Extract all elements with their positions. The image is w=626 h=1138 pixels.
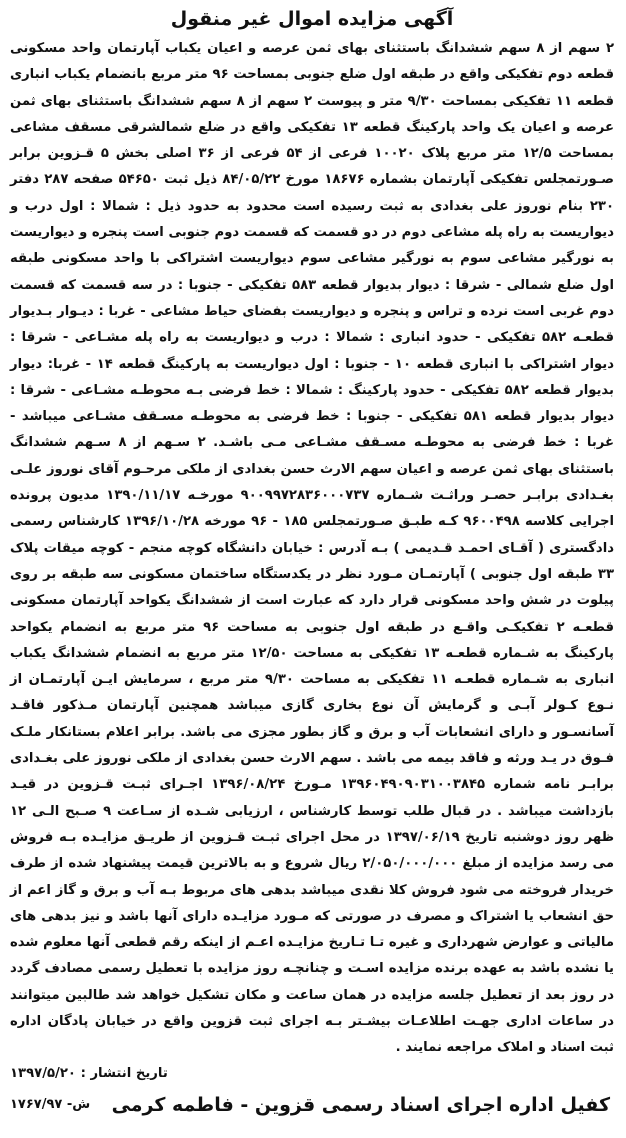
notice-footer [10,1088,610,1122]
auction-notice [6,4,618,1132]
publish-date: تاریخ انتشار : ۱۳۹۷/۵/۲۰ [10,1065,168,1081]
notice-title: آگهی مزایده اموال غیر منقول [170,8,454,30]
signature-line: کفیل اداره اجرای اسناد رسمی قزوین - فاطمه کرمی [111,1093,610,1116]
notice-body: ۲ سهم از ۸ سهم ششدانگ باستثنای بهای ثمن عرصه و اعیان یکباب آپارتمان واحد مسکونی قطعه دوم تفکیکی واقع در طبقه اول ضلع جنوبی بمساحت ۹۶ متر مربع بانضمام یکباب انباری قطعه ۱۱ تفکیکی بمساحت ۹/۳۰ متر و پیوست ۲ سهم از ۸ سهم ششدانگ باستثنای بهای ثمن عرصه و اعیان یک واحد پارکینگ قطعه ۱۳ تفکیکی واقع در ضلع شمالشرقی مسقف مشاعی بمساحت ۱۲/۵ متر مربع پلاک ۱۰۰۲۰ فرعی از ۵۴ فرعی از ۳۶ اصلی بخش ۵ قـزوین برابر صـورتمجلس تفکیکی آپارتمان بشماره ۱۸۶۷۶ مورخ ۸۴/۰۵/۲۲ ذیل ثبت ۵۴۶۵۰ صفحه ۲۸۷ دفتر ۲۳۰ بنام نوروز علی بغدادی به ثبت رسیده است محدود به حدود ذیل : شمالا : اول درب و دیواریست به راه پله مشاعی دوم در دو قسمت که قسمت دوم جنوبی است پنجره و دیواریست به نورگیر مشاعی سوم به نورگیر مشاعی سوم دیواریست اشتراکی با واحد مسکونی طبقه اول ضلع شمالی - شرقا : دیوار بدیوار قطعه ۵۸۳ تفکیکی - جنوبا : در سه قسمت که قسمت دوم غربی است نرده و تراس و پنجره و دیواریست بفضای حیاط مشاعی - غربا : دیـوار بـدیوار قطعـه ۵۸۲ تفکیکی - حدود انباری : شمالا : درب و دیواریست به راه پله مشـاعی - شرقا : دیوار اشتراکی با انباری قطعه ۱۰ - جنوبا : اول دیواریست به پارکینگ قطعه ۱۴ - غربا: دیوار بدیوار قطعه ۵۸۲ تفکیکی - حدود پارکینگ : شمالا : خط فرضی بـه محوطـه مشـاعی - شرقا : دیوار بدیوار قطعه ۵۸۱ تفکیکی - جنوبا : خط فرضی به محوطـه مسـقف مشـاعی میباشد - غربا : خط فرضی به محوطـه مسـقف مشـاعی مـی باشـد. ۲ سـهم از ۸ سـهم ششدانگ باستثنای بهای ثمن عرصه و اعیان سهم الارث حسن بغدادی از ملکی مرحـوم آقای نوروز علـی بغـدادی برابـر حصـر وراثـت شـماره ۹۰۰۹۹۷۲۸۳۶۰۰۰۷۳۷ مورخـه ۱۳۹۰/۱۱/۱۷ مدیون پرونده اجرایی کلاسه ۹۶۰۰۴۹۸ کـه طبـق صـورتمجلس ۱۸۵ - ۹۶ مورخه ۱۳۹۶/۱۰/۲۸ کارشناس رسمی دادگستری ( آقـای احمـد قـدیمی ) بـه آدرس : خیابان دانشگاه کوچه منجم - کوچه میقات پلاک ۳۳ طبقه اول جنوبی ) آپارتمـان مـورد نظر در یکدستگاه ساختمان مسکونی سه طبقه بر روی پیلوت در شش واحد مسکونی قرار دارد که عبارت است از ششدانگ یکواحد آپارتمان مسکونی قطعـه ۲ تفکیکـی واقـع در طبقه اول جنوبی به مساحت ۹۶ متر مربع به انضمام یکواحد پارکینگ به شـماره قطعـه ۱۳ تفکیکی به مساحت ۱۲/۵۰ متر مربع به انضمام ششدانگ یکباب انباری به شـماره قطعـه ۱۱ تفکیکی به مساحت ۹/۳۰ متر مربع ، سرمایش ایـن آپارتمـان از نـوع کـولر آبـی و گرمایش آن نوع بخاری گازی میباشد همچنین آپارتمان مـذکور فاقـد آسانسـور و دارای انشعابات آب و برق و گاز بطور مجزی می باشد. برابر اعلام بستانکار ملـک فـوق در یـد ورثه و فاقد بیمه می باشد . سهم الارث حسن بغدادی از ملکی نوروز علی بغـدادی برابـر نامه شماره ۱۳۹۶۰۴۹۰۹۰۳۱۰۰۳۸۴۵ مـورخ ۱۳۹۶/۰۸/۲۴ اجـرای ثبـت قـزوین در قیـد بازداشت میباشد . در قبال طلب توسط کارشناس ، ارزیابی شـده از سـاعت ۹ صـبح الـی ۱۲ ظهر روز دوشنبه تاریخ ۱۳۹۷/۰۶/۱۹ در محل اجرای ثبـت قـزوین از طریـق مزایـده بـه فروش می رسد مزایده از مبلغ ۲/۰۵۰/۰۰۰/۰۰۰ ریال شروع و به بالاترین قیمت پیشنهاد شده از طرف خریدار فروخته می شود فروش کلا نقدی میباشد بدهی های مربوط بـه آب و برق و گاز اعم از حق انشعاب یا اشتراک و مصرف در صورتی که مـورد مزایـده دارای آنها باشد و نیز بدهی های مالیاتی و عوارض شهرداری و غیره تـا تـاریخ مزایـده اعـم از اینکه رقم قطعی آنها معلوم شده یا نشده باشد به عهده برنده مزایده اسـت و چنانچـه روز مزایده با تعطیل رسمی مصادف گردد در روز بعد از تعطیل جلسه مزایده در همان ساعت و مکان تشکیل خواهد شد طالبین میتوانند در ساعات اداری جهـت اطلاعـات بیشـتر بـه اجرای ثبت قزوین واقع در خیابان پادگان اداره ثبت اسناد و املاک مراجعه نمایند . [10,41,615,1056]
notice-code: ۱۷۶۷/۹۷ -ش [10,1097,91,1113]
